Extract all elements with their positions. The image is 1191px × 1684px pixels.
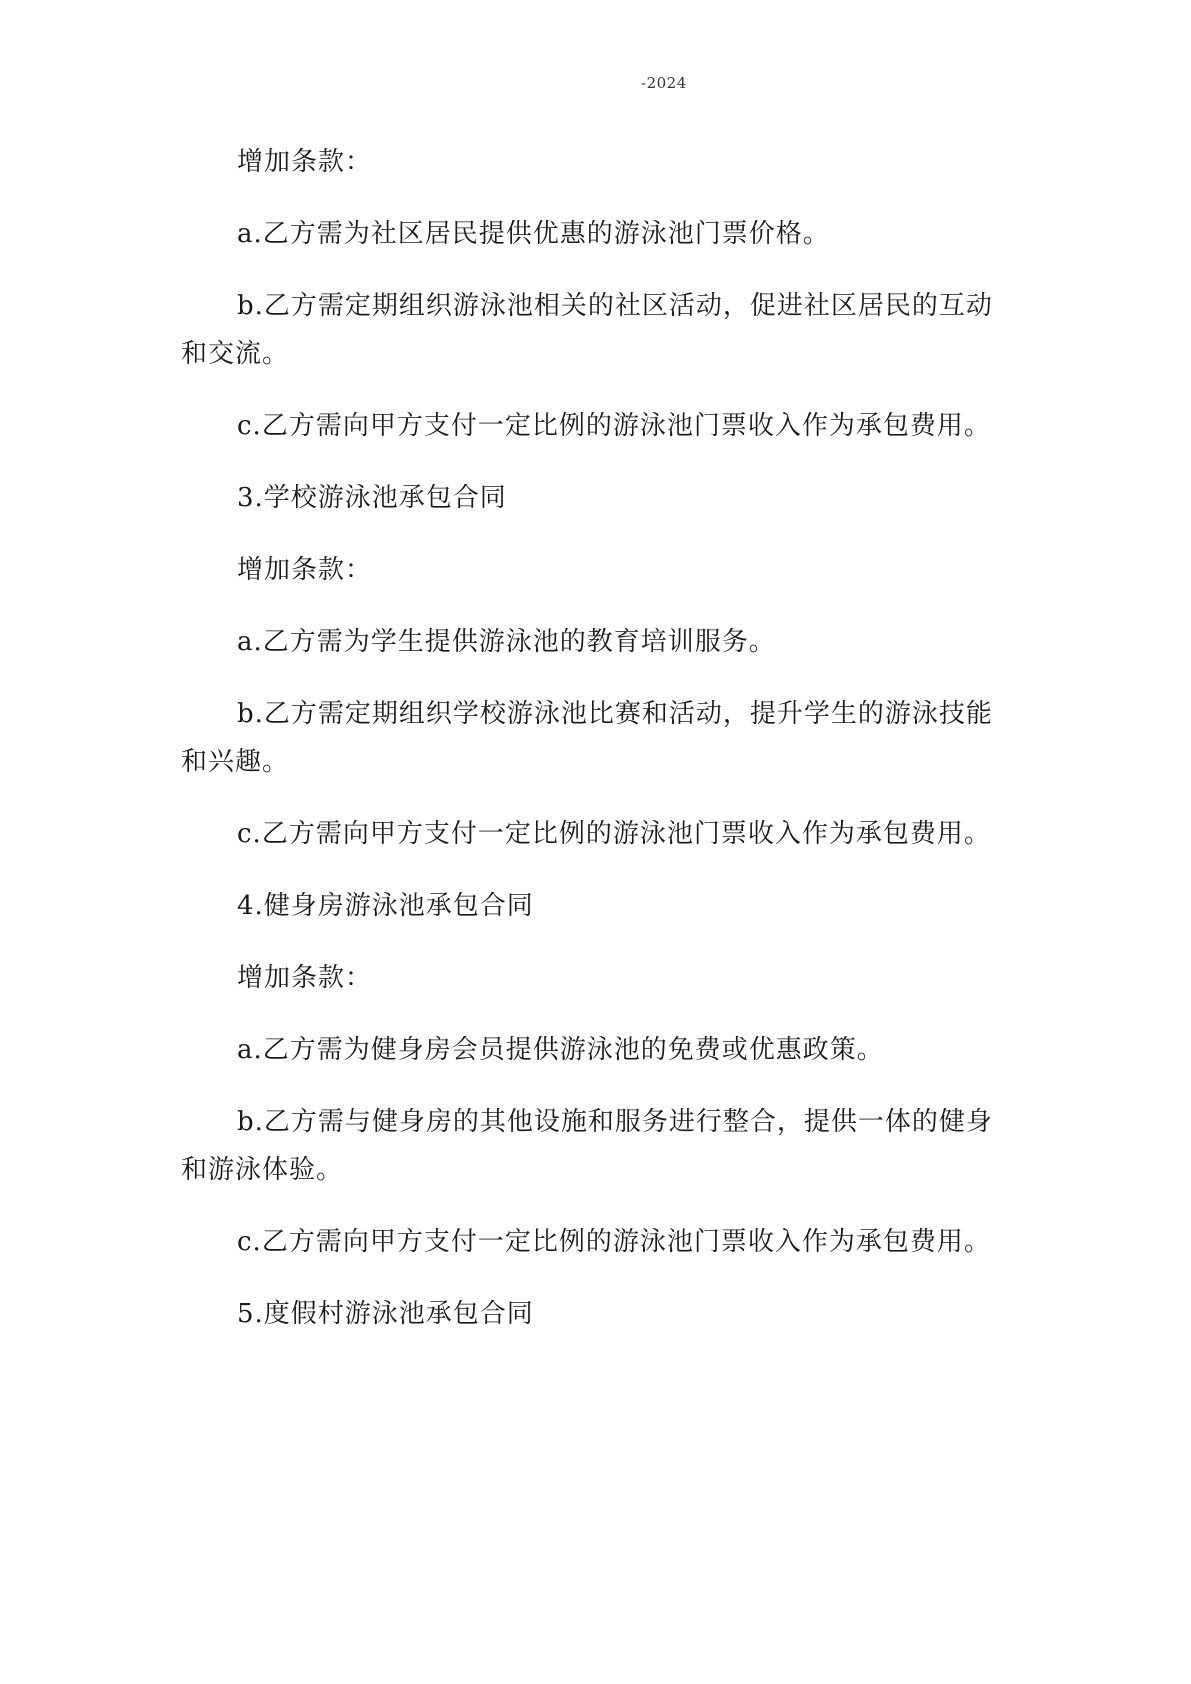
paragraph-clause: a.乙方需为社区居民提供优惠的游泳池门票价格。 <box>237 219 830 249</box>
paragraph-clause: b.乙方需定期组织学校游泳池比赛和活动，提升学生的游泳技能和兴趣。 <box>181 699 993 777</box>
paragraph-clause: a.乙方需为健身房会员提供游泳池的免费或优惠政策。 <box>237 1035 884 1065</box>
document-body <box>181 138 1001 1362</box>
paragraph-clause-heading: 增加条款： <box>237 555 373 585</box>
paragraph-clause: c.乙方需向甲方支付一定比例的游泳池门票收入作为承包费用。 <box>237 411 991 441</box>
paragraph-clause: c.乙方需向甲方支付一定比例的游泳池门票收入作为承包费用。 <box>237 819 991 849</box>
page-header: -2024 <box>641 74 687 92</box>
paragraph-clause: c.乙方需向甲方支付一定比例的游泳池门票收入作为承包费用。 <box>237 1227 991 1257</box>
section-heading: 3.学校游泳池承包合同 <box>237 483 507 513</box>
paragraph-clause-heading: 增加条款： <box>237 147 373 177</box>
paragraph-clause: b.乙方需与健身房的其他设施和服务进行整合，提供一体的健身和游泳体验。 <box>181 1107 993 1185</box>
section-heading: 4.健身房游泳池承包合同 <box>237 891 534 921</box>
paragraph-clause: b.乙方需定期组织游泳池相关的社区活动，促进社区居民的互动和交流。 <box>181 291 993 369</box>
paragraph-clause-heading: 增加条款： <box>237 963 373 993</box>
section-heading: 5.度假村游泳池承包合同 <box>237 1299 534 1329</box>
paragraph-clause: a.乙方需为学生提供游泳池的教育培训服务。 <box>237 627 776 657</box>
